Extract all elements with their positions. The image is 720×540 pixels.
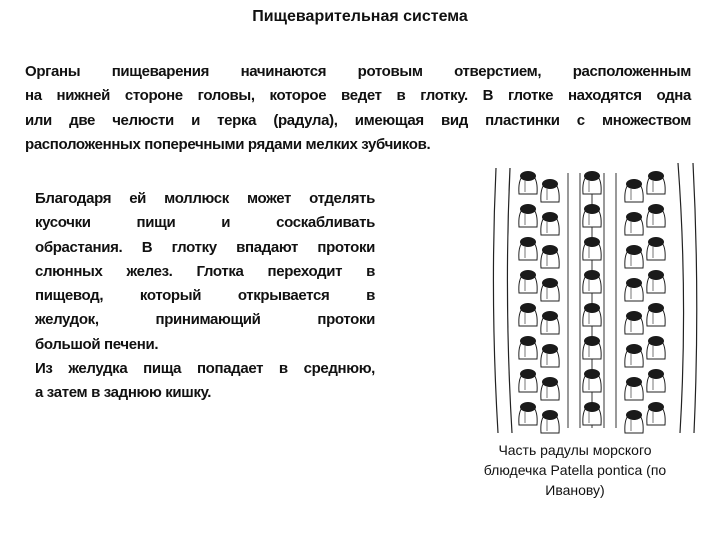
tooth-cusp-icon bbox=[520, 171, 536, 181]
tooth-cusp-icon bbox=[648, 171, 664, 181]
slide-title: Пищеварительная система bbox=[252, 8, 468, 25]
text-line: а затем в заднюю кишку. bbox=[35, 384, 212, 402]
tooth-cusp-icon bbox=[542, 311, 558, 321]
tooth-cusp-icon bbox=[520, 237, 536, 247]
radula-illustration-icon bbox=[488, 158, 698, 438]
tooth-cusp-icon bbox=[584, 402, 600, 412]
text-line: или две челюсти и терка (радула), имеющая вид пластинки с множеством bbox=[25, 111, 691, 129]
tooth-cusp-icon bbox=[520, 270, 536, 280]
body-paragraph bbox=[35, 187, 375, 406]
tooth-cusp-icon bbox=[626, 212, 642, 222]
tooth-cusp-icon bbox=[626, 311, 642, 321]
tooth-cusp-icon bbox=[542, 245, 558, 255]
text-line: на нижней стороне головы, которое ведет в глотку. В глотке находятся одна bbox=[25, 87, 691, 105]
tooth-cusp-icon bbox=[626, 278, 642, 288]
tooth-cusp-icon bbox=[626, 245, 642, 255]
tooth-cusp-icon bbox=[584, 369, 600, 379]
text-line: слюнных желез. Глотка переходит в bbox=[35, 262, 375, 280]
figure-caption bbox=[455, 440, 695, 500]
tooth-cusp-icon bbox=[520, 369, 536, 379]
tooth-cusp-icon bbox=[542, 377, 558, 387]
tooth-cusp-icon bbox=[648, 237, 664, 247]
text-line: обрастания. В глотку впадают протоки bbox=[35, 238, 375, 256]
tooth-cusp-icon bbox=[626, 410, 642, 420]
tooth-cusp-icon bbox=[648, 402, 664, 412]
tooth-cusp-icon bbox=[584, 303, 600, 313]
tooth-cusp-icon bbox=[626, 179, 642, 189]
text-line: желудок, принимающий протоки bbox=[35, 311, 375, 329]
caption-line: Иванову) bbox=[545, 482, 605, 498]
caption-line: блюдечка Patella pontica (по bbox=[483, 462, 667, 478]
tooth-cusp-icon bbox=[584, 171, 600, 181]
tooth-cusp-icon bbox=[542, 344, 558, 354]
text-line: кусочки пищи и соскабливать bbox=[35, 214, 375, 232]
caption-line: Часть радулы морского bbox=[498, 442, 652, 458]
text-line: Органы пищеварения начинаются ротовым отверстием, расположенным bbox=[25, 63, 691, 80]
tooth-cusp-icon bbox=[520, 204, 536, 214]
tooth-cusp-icon bbox=[542, 212, 558, 222]
text-line: Из желудка пища попадает в среднюю, bbox=[35, 360, 375, 378]
tooth-cusp-icon bbox=[584, 336, 600, 346]
intro-paragraph bbox=[25, 60, 691, 157]
tooth-cusp-icon bbox=[584, 237, 600, 247]
tooth-cusp-icon bbox=[542, 278, 558, 288]
tooth-cusp-icon bbox=[584, 270, 600, 280]
text-line: большой печени. bbox=[35, 335, 159, 353]
tooth-cusp-icon bbox=[648, 303, 664, 313]
text-line: расположенных поперечными рядами мелких зубчиков. bbox=[25, 135, 431, 153]
tooth-cusp-icon bbox=[648, 204, 664, 214]
tooth-cusp-icon bbox=[520, 336, 536, 346]
tooth-cusp-icon bbox=[584, 204, 600, 214]
tooth-cusp-icon bbox=[648, 369, 664, 379]
tooth-cusp-icon bbox=[648, 336, 664, 346]
tooth-cusp-icon bbox=[626, 344, 642, 354]
tooth-cusp-icon bbox=[520, 303, 536, 313]
tooth-cusp-icon bbox=[648, 270, 664, 280]
tooth-cusp-icon bbox=[542, 410, 558, 420]
text-line: Благодаря ей моллюск может отделять bbox=[35, 190, 375, 207]
tooth-cusp-icon bbox=[542, 179, 558, 189]
tooth-cusp-icon bbox=[520, 402, 536, 412]
tooth-cusp-icon bbox=[626, 377, 642, 387]
text-line: пищевод, который открывается в bbox=[35, 287, 375, 305]
